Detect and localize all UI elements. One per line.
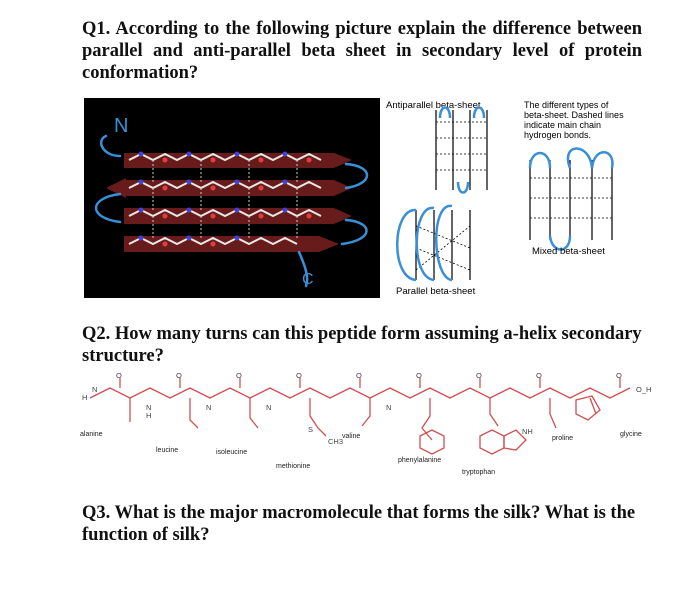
atom-n-3: N [206, 403, 212, 412]
atom-h-2: H [146, 411, 152, 420]
residue-methionine: methionine [276, 463, 311, 470]
atom-n-1: N [92, 385, 98, 394]
c-terminus-label: C [302, 271, 314, 288]
atom-o-2: O [176, 371, 182, 380]
atom-o-4: O [296, 371, 302, 380]
residue-leucine: leucine [156, 447, 179, 454]
parallel-label: Parallel beta-sheet [396, 286, 476, 297]
atom-o-5: O [356, 371, 362, 380]
atom-n-5: N [386, 403, 392, 412]
atom-h2n: H [82, 393, 88, 402]
caption-line-3: indicate main chain [524, 120, 602, 130]
residue-proline: proline [552, 435, 574, 442]
residue-glycine: glycine [620, 431, 642, 438]
residue-valine: valine [342, 433, 361, 440]
antiparallel-label: Antiparallel beta-sheet [386, 100, 481, 111]
question-2: Q2. How many turns can this peptide form assuming a-helix secondary structure? [82, 324, 642, 366]
n-terminus-label: N [114, 115, 129, 137]
atom-oh: O_H [636, 385, 652, 394]
atom-o-1: O [116, 371, 122, 380]
residue-alanine: alanine [80, 431, 103, 438]
question-1: Q1. According to the following picture explain the difference between parallel and anti-parallel beta sheet in secondary level of protein conformation? [82, 19, 642, 83]
atom-o-8: O [536, 371, 542, 380]
caption-line-4: hydrogen bonds. [524, 130, 592, 140]
atom-o-7: O [476, 371, 482, 380]
atom-o-9: O [616, 371, 622, 380]
caption-line-1: The different types of [524, 100, 609, 110]
caption-line-2: beta-sheet. Dashed lines [524, 110, 624, 120]
atom-n-2: N [146, 403, 152, 412]
residue-phenylalanine: phenylalanine [398, 457, 442, 464]
beta-sheet-types-diagram [380, 98, 658, 298]
question-3: Q3. What is the major macromolecule that forms the silk? What is the function of silk? [82, 503, 636, 545]
residue-tryptophan: tryptophan [462, 469, 496, 476]
atom-o-3: O [236, 371, 242, 380]
atom-o-6: O [416, 371, 422, 380]
peptide-structure [80, 370, 660, 480]
atom-nh: NH [522, 427, 533, 436]
mixed-label: Mixed beta-sheet [532, 246, 605, 257]
atom-n-4: N [266, 403, 272, 412]
protein-structure-image [84, 98, 380, 298]
atom-ch3: CH3 [328, 437, 344, 446]
residue-isoleucine: isoleucine [216, 449, 248, 456]
atom-s: S [308, 425, 314, 434]
